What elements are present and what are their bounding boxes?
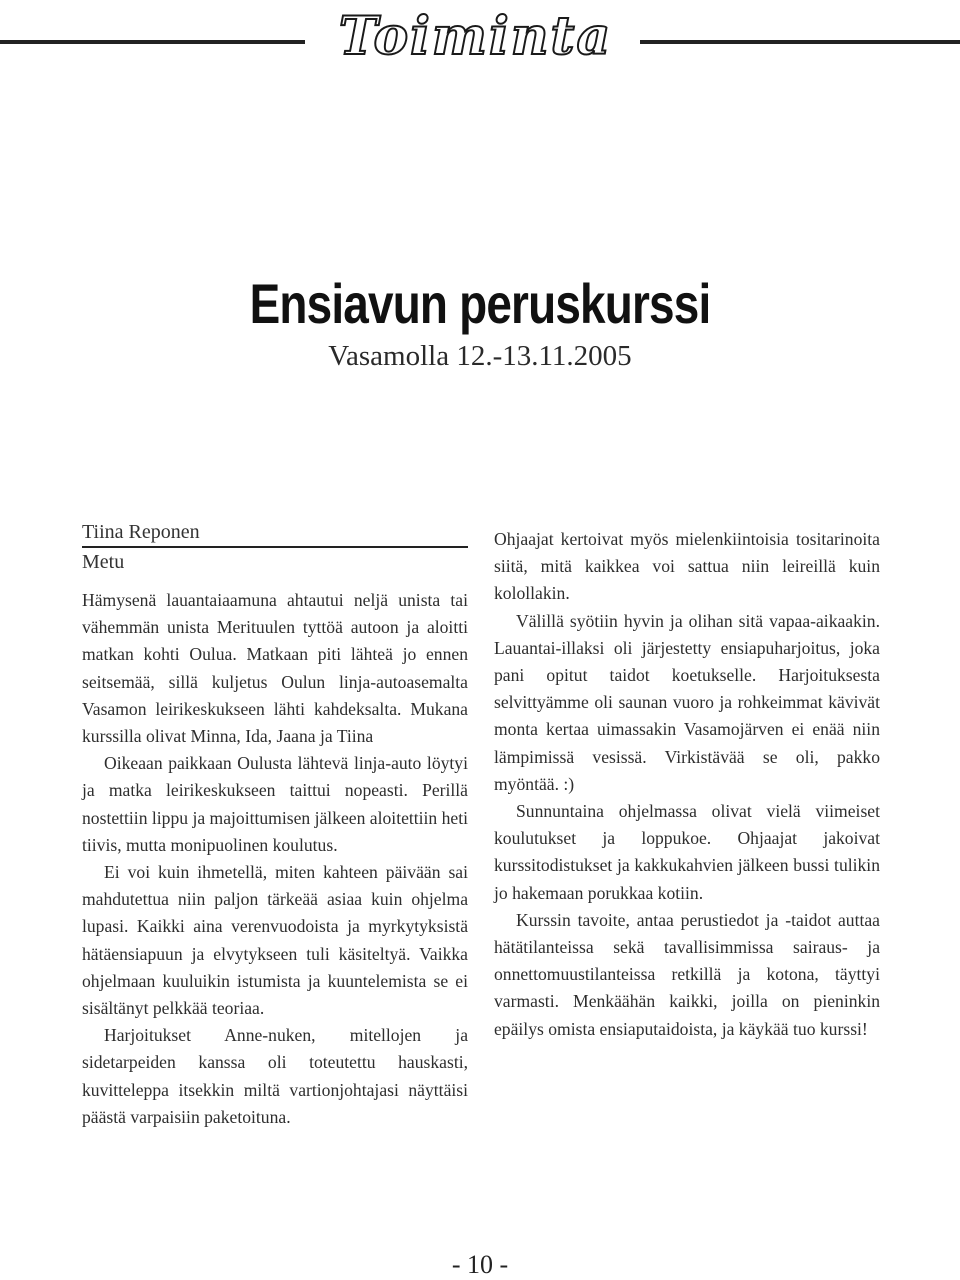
page-number: - 10 - [451,1250,509,1279]
byline [82,518,468,576]
header-rule-left [0,40,305,44]
logo-text: Toiminta [338,6,613,67]
paragraph: Välillä syötiin hyvin ja olihan sitä vapaa-aikaakin. Lauantai-illaksi oli järjestetty ensiapuharjoitus, joka pani opitut taidot koetukselle. Harjoituksesta selvittyämme oli saunan vuoro ja rohkeimmat kävivät monta kertaa uimassakin Vasamojärven ei enää niin lämpimissä vesissä. Virkistävää se oli, pakko myöntää. :) [494,610,880,794]
header-rule-right [640,40,960,44]
paragraph: Ei voi kuin ihmetellä, miten kahteen päivään sai mahdutettua niin paljon tärkeää asiaa kuin ohjelma lupasi. Kaikki aina verenvuodoista ja myrkytyksistä hätäensiapuun ja elvytykseen tuli käsiteltyä. Vaikka ohjelmaan kuuluikin istumista ja kuuntelemista se ei sisältänyt pelkkää teoriaa. [82,862,468,1019]
paragraph: Oikeaan paikkaan Oulusta lähtevä linja-auto löytyi ja matka leirikeskukseen taittui nopeasti. Perillä nostettiin lippu ja majoittumisen jälkeen aloitettiin heti tiivis, mutta monipuolinen koulutus. [82,753,469,855]
author-name: Tiina Reponen [82,521,200,543]
left-column [82,587,468,1131]
article-subtitle: Vasamolla 12.-13.11.2005 [328,340,632,372]
paragraph: Harjoitukset Anne-nuken, mitellojen ja sidetarpeiden kanssa oli toteutettu hauskasti, kuvitteleppa itsekkin miltä vartionjohtajasi näyttäisi päästä varpaisiin paketoituna. [82,1025,468,1127]
article-title: Ensiavun peruskurssi [249,272,711,335]
paragraph: Hämysenä lauantaiaamuna ahtautui neljä unista tai vähemmän unista Merituulen tyttöä autoon ja aloitti matkan kohti Oulua. Matkaan piti lähteä jo ennen seitsemää, sillä kuljetus Oulun linja-autoasemalta Vasamon leirikeskukseen lähti kahdeksalta. Mukana kurssilla olivat Minna, Ida, Jaana ja Tiina [82,590,468,747]
paragraph: Ohjaajat kertoivat myös mielenkiintoisia tositarinoita siitä, mitä kaikkea voi sattua niin leireillä kuin kolollakin. [494,529,880,604]
section-logo [318,4,633,70]
paragraph: Kurssin tavoite, antaa perustiedot ja -taidot auttaa hätätilanteissa sekä tavallisimmissa sairaus- ja onnettomuustilanteissa retkillä ja kotona, täyttyi varmasti. Menkäähän kaikki, joilla on pieninkin epäilys omista ensiaputaidoista, ja käykää tuo kurssi! [494,909,880,1039]
paragraph: Sunnuntaina ohjelmassa olivat vielä viimeiset koulutukset ja loppukoe. Ohjaajat jakoivat kurssitodistukset ja kakkukahvien jälkeen bussi tulikin jo hakemaan porukkaa kotiin. [494,801,880,903]
author-affiliation: Metu [82,551,125,573]
right-column [494,526,880,1043]
